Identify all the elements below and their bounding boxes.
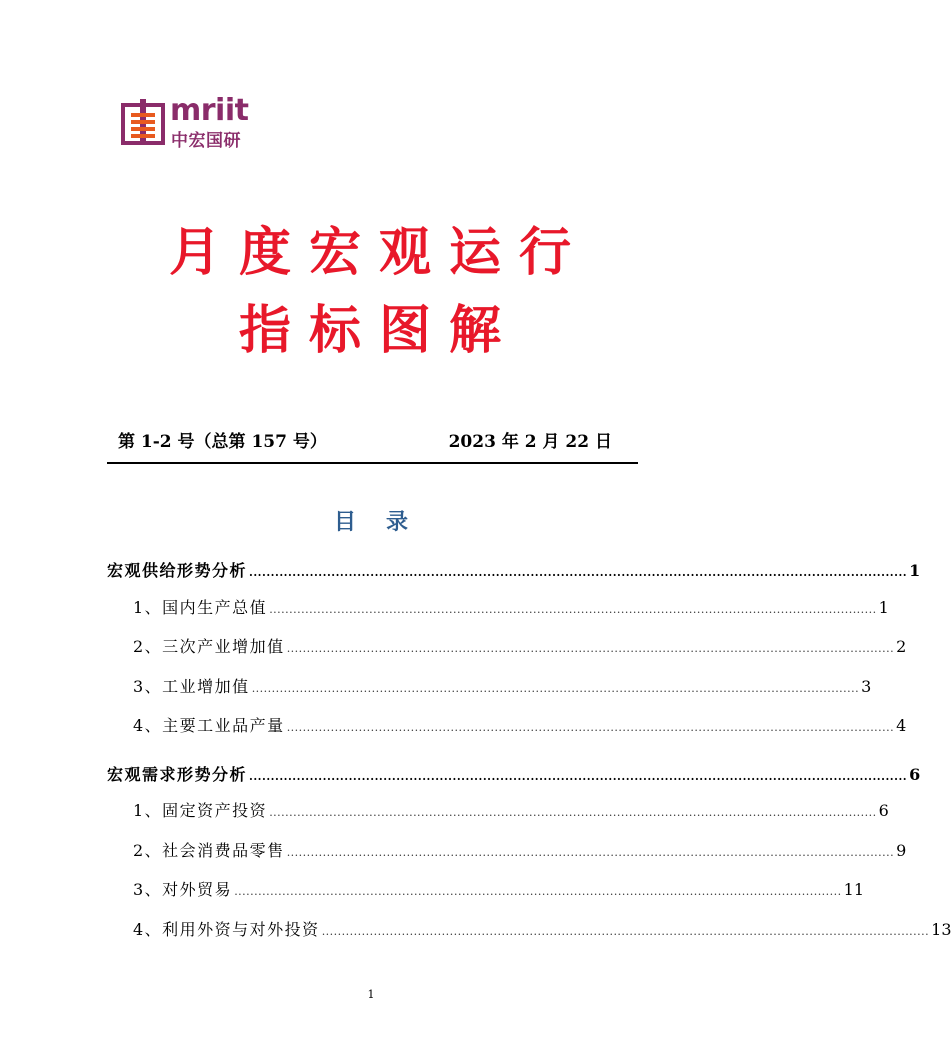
toc-page-number: 1 [909, 561, 921, 580]
issue-date: 2023 年 2 月 22 日 [448, 432, 612, 452]
toc-page-number: 1 [878, 598, 889, 617]
toc-page-number: 11 [843, 880, 865, 899]
toc-section[interactable] [107, 558, 921, 581]
toc-leader-dots: ........................................................................................................................................................ [269, 603, 877, 616]
toc-page-number: 6 [878, 801, 889, 820]
toc-section[interactable] [107, 762, 921, 785]
toc-page-number: 13 [931, 920, 952, 939]
toc-item[interactable] [133, 634, 907, 657]
toc-item[interactable] [133, 917, 952, 940]
document-title-line-1: 月度宏观运行 [168, 223, 589, 283]
toc-item-label: 1、固定资产投资 [133, 801, 268, 820]
toc-item[interactable] [133, 674, 872, 697]
toc-item-label: 3、工业增加值 [133, 677, 250, 696]
toc-item[interactable] [133, 798, 889, 821]
toc-item[interactable] [133, 877, 865, 900]
header-divider [107, 462, 638, 464]
issue-number: 第 1-2 号（总第 157 号） [118, 432, 327, 452]
toc-page-number: 6 [909, 765, 921, 784]
logo-text-cn: 中宏国研 [171, 131, 241, 151]
toc-leader-dots: ........................................................................................................................................................ [321, 925, 930, 938]
toc-page-number: 2 [896, 637, 907, 656]
toc-section-label: 宏观供给形势分析 [107, 561, 248, 580]
logo-text-en: mriit [170, 93, 249, 128]
toc-item[interactable] [133, 595, 889, 618]
logo-mark-icon [121, 99, 165, 145]
toc-item-label: 1、国内生产总值 [133, 598, 268, 617]
toc-item[interactable] [133, 713, 907, 736]
toc-leader-dots: ........................................................................................................................................................ [249, 770, 908, 783]
toc-leader-dots: ........................................................................................................................................................ [286, 846, 895, 859]
toc-leader-dots: ........................................................................................................................................................ [286, 721, 895, 734]
page-number: 1 [367, 988, 375, 1001]
toc-heading: 目录 [333, 509, 438, 535]
toc-item[interactable] [133, 838, 907, 861]
toc-page-number: 4 [896, 716, 907, 735]
toc-item-label: 3、对外贸易 [133, 880, 233, 899]
toc-leader-dots: ........................................................................................................................................................ [234, 885, 842, 898]
toc-leader-dots: ........................................................................................................................................................ [249, 566, 908, 579]
toc-item-label: 2、社会消费品零售 [133, 841, 285, 860]
toc-page-number: 9 [896, 841, 907, 860]
document-title-line-2: 指标图解 [238, 301, 519, 361]
toc-item-label: 4、主要工业品产量 [133, 716, 285, 735]
toc-section-label: 宏观需求形势分析 [107, 765, 248, 784]
logo [117, 95, 257, 153]
toc-item-label: 4、利用外资与对外投资 [133, 920, 320, 939]
toc-leader-dots: ........................................................................................................................................................ [251, 682, 860, 695]
toc-item-label: 2、三次产业增加值 [133, 637, 285, 656]
toc-leader-dots: ........................................................................................................................................................ [269, 806, 877, 819]
toc-leader-dots: ........................................................................................................................................................ [286, 642, 895, 655]
toc-page-number: 3 [861, 677, 872, 696]
